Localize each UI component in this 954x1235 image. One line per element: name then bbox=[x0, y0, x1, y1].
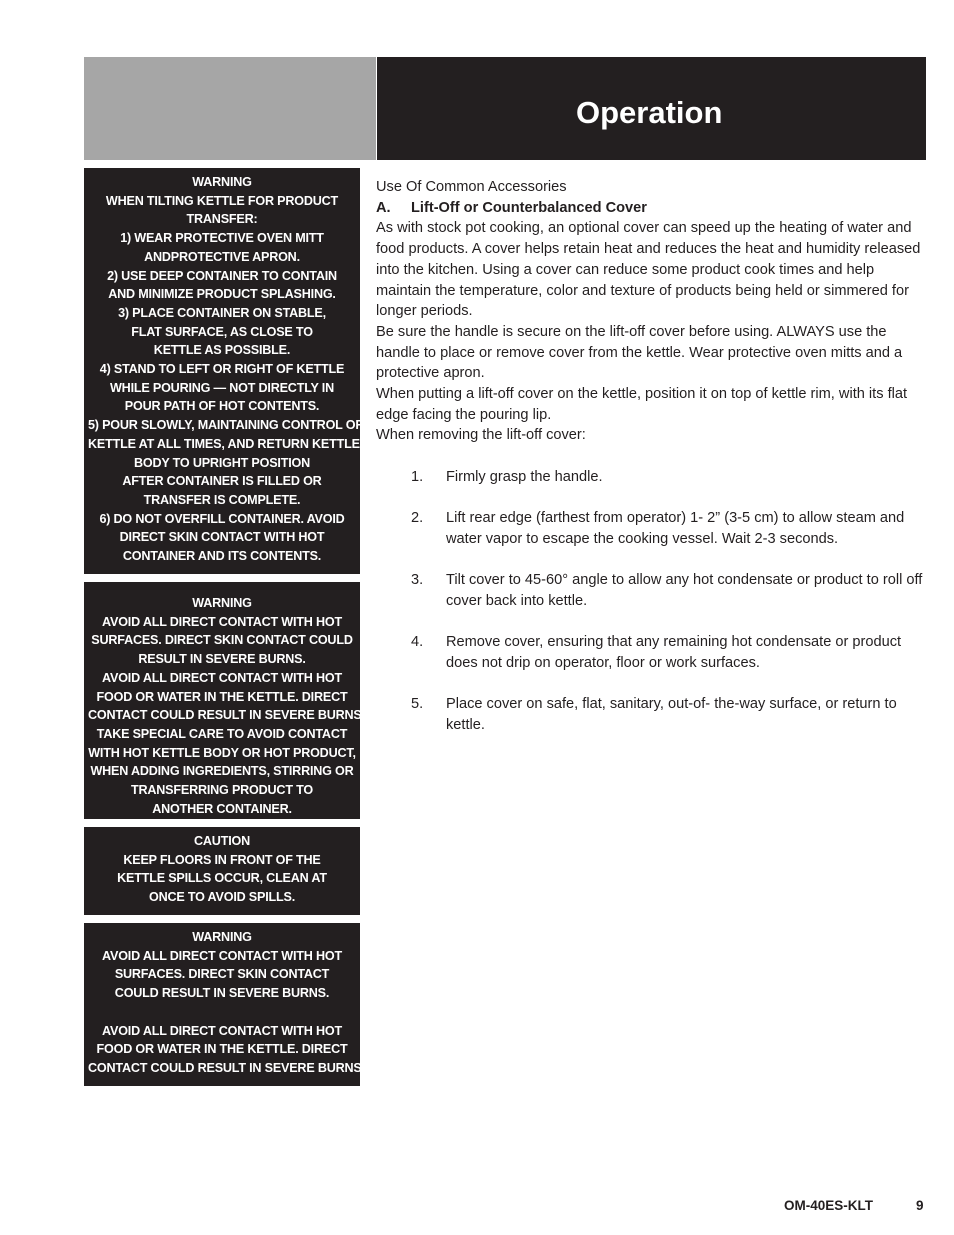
warning-line: AVOID ALL DIRECT CONTACT WITH HOT bbox=[102, 1023, 342, 1038]
removal-steps-list bbox=[376, 467, 926, 736]
warning-line: 3) PLACE CONTAINER ON STABLE, bbox=[118, 305, 326, 320]
warning-heading: WARNING bbox=[192, 596, 252, 610]
warning-line: BODY TO UPRIGHT POSITION bbox=[134, 455, 310, 470]
warning-line: COULD RESULT IN SEVERE BURNS. bbox=[114, 986, 330, 1001]
warning-line: 5) POUR SLOWLY, MAINTAINING CONTROL OF bbox=[88, 418, 363, 433]
warning-line: AND MINIMIZE PRODUCT SPLASHING. bbox=[108, 287, 336, 302]
warning-line: KETTLE AT ALL TIMES, AND RETURN KETTLE bbox=[88, 436, 360, 451]
warning-line: AFTER CONTAINER IS FILLED OR bbox=[122, 474, 322, 489]
intro-text: Use Of Common Accessories bbox=[376, 179, 567, 195]
warning-line: 1) WEAR PROTECTIVE OVEN MITT bbox=[120, 231, 324, 246]
section-letter: A. bbox=[376, 199, 391, 216]
step-text: Tilt cover to 45-60° angle to allow any hot condensate or product to roll off cover back into kettle. bbox=[446, 572, 923, 609]
warning-line: TAKE SPECIAL CARE TO AVOID CONTACT bbox=[96, 726, 348, 741]
caution-line: ONCE TO AVOID SPILLS. bbox=[148, 890, 295, 905]
warning-box-hot-contact bbox=[84, 582, 365, 819]
warning-line: ANDPROTECTIVE APRON. bbox=[144, 249, 300, 264]
warning-line: 4) STAND TO LEFT OR RIGHT OF KETTLE bbox=[99, 362, 345, 377]
warning-heading: WARNING bbox=[192, 175, 252, 189]
warning-line: CONTAINER AND ITS CONTENTS. bbox=[122, 549, 322, 564]
section-heading bbox=[376, 198, 926, 219]
safety-sidebar bbox=[84, 168, 365, 1094]
warning-line: RESULT IN SEVERE BURNS. bbox=[138, 652, 306, 667]
warning-line: WHEN TILTING KETTLE FOR PRODUCT bbox=[105, 193, 339, 208]
warning-line: AVOID ALL DIRECT CONTACT WITH HOT bbox=[102, 670, 342, 685]
warning-box-tilting bbox=[84, 168, 363, 574]
warning-line: FLAT SURFACE, AS CLOSE TO bbox=[131, 324, 313, 339]
list-item bbox=[411, 570, 926, 611]
warning-line: CONTACT COULD RESULT IN SEVERE BURNS. bbox=[88, 708, 365, 723]
page-footer bbox=[784, 1198, 924, 1213]
warning-line: WHEN ADDING INGREDIENTS, STIRRING OR bbox=[90, 764, 354, 779]
paragraph: As with stock pot cooking, an optional cover can speed up the heating of water and food products. A cover helps retain heat and reduces the heat and humidity released into the kitchen. Using a cover can reduce some product cook times and help maintain the temperature, color and texture of products being held or simmered for longer periods. bbox=[376, 220, 921, 320]
warning-line: POUR PATH OF HOT CONTENTS. bbox=[124, 399, 320, 414]
step-text: Lift rear edge (farthest from operator) 1- 2” (3-5 cm) to allow steam and water vapor to escape the cooking vessel. Wait 2-3 seconds. bbox=[446, 510, 905, 547]
warning-line: WITH HOT KETTLE BODY OR HOT PRODUCT, bbox=[88, 745, 356, 760]
warning-box-severe-burns bbox=[84, 923, 365, 1086]
page-number: 9 bbox=[916, 1198, 924, 1213]
caution-line: KEEP FLOORS IN FRONT OF THE bbox=[123, 852, 321, 867]
list-item bbox=[411, 467, 926, 488]
list-item bbox=[411, 632, 926, 673]
warning-line: DIRECT SKIN CONTACT WITH HOT bbox=[119, 530, 325, 545]
warning-line: 2) USE DEEP CONTAINER TO CONTAIN bbox=[107, 268, 337, 283]
main-content bbox=[376, 177, 926, 735]
step-number: 2. bbox=[411, 510, 424, 527]
list-item bbox=[411, 694, 926, 735]
warning-line: TRANSFERRING PRODUCT TO bbox=[131, 783, 313, 798]
caution-heading: CAUTION bbox=[194, 834, 250, 848]
warning-line: FOOD OR WATER IN THE KETTLE. DIRECT bbox=[96, 689, 348, 704]
step-number: 4. bbox=[411, 634, 424, 651]
warning-heading: WARNING bbox=[192, 930, 252, 944]
caution-line: KETTLE SPILLS OCCUR, CLEAN AT bbox=[117, 871, 327, 886]
warning-line: TRANSFER IS COMPLETE. bbox=[143, 492, 301, 507]
warning-line: ANOTHER CONTAINER. bbox=[152, 801, 292, 816]
step-text: Remove cover, ensuring that any remaining hot condensate or product does not drip on operator, floor or work surfaces. bbox=[446, 634, 902, 671]
warning-line: WHILE POURING — NOT DIRECTLY IN bbox=[110, 380, 334, 395]
warning-line: TRANSFER: bbox=[186, 212, 258, 227]
paragraph: When removing the lift-off cover: bbox=[376, 427, 586, 444]
warning-line bbox=[88, 1003, 356, 1022]
warning-line: 6) DO NOT OVERFILL CONTAINER. AVOID bbox=[99, 511, 345, 526]
document-code: OM-40ES-KLT bbox=[784, 1198, 874, 1213]
page-title: Operation bbox=[576, 95, 723, 130]
header-gray-band bbox=[84, 57, 376, 160]
caution-box-floors bbox=[84, 827, 360, 915]
warning-line: KETTLE AS POSSIBLE. bbox=[153, 343, 291, 358]
step-text: Firmly grasp the handle. bbox=[446, 468, 603, 485]
step-number: 3. bbox=[411, 572, 424, 589]
step-number: 5. bbox=[411, 696, 424, 713]
step-text: Place cover on safe, flat, sanitary, out-of- the-way surface, or return to kettle. bbox=[446, 696, 897, 733]
section-title: Lift-Off or Counterbalanced Cover bbox=[411, 199, 647, 216]
warning-line: AVOID ALL DIRECT CONTACT WITH HOT bbox=[102, 614, 342, 629]
paragraph: Be sure the handle is secure on the lift-off cover before using. ALWAYS use the handle to place or remove cover from the kettle. Wear protective oven mitts and a protective apron. bbox=[376, 323, 903, 382]
step-number: 1. bbox=[411, 468, 424, 485]
warning-line: SURFACES. DIRECT SKIN CONTACT COULD bbox=[91, 633, 353, 648]
list-item bbox=[411, 508, 926, 549]
paragraph: When putting a lift-off cover on the kettle, position it on top of kettle rim, with its flat edge facing the pouring lip. bbox=[376, 386, 908, 423]
header-title-band bbox=[377, 57, 926, 160]
warning-line: CONTACT COULD RESULT IN SEVERE BURNS. bbox=[88, 1060, 365, 1075]
warning-line: FOOD OR WATER IN THE KETTLE. DIRECT bbox=[96, 1042, 348, 1057]
warning-line: AVOID ALL DIRECT CONTACT WITH HOT bbox=[102, 948, 342, 963]
warning-line: SURFACES. DIRECT SKIN CONTACT bbox=[114, 967, 330, 982]
